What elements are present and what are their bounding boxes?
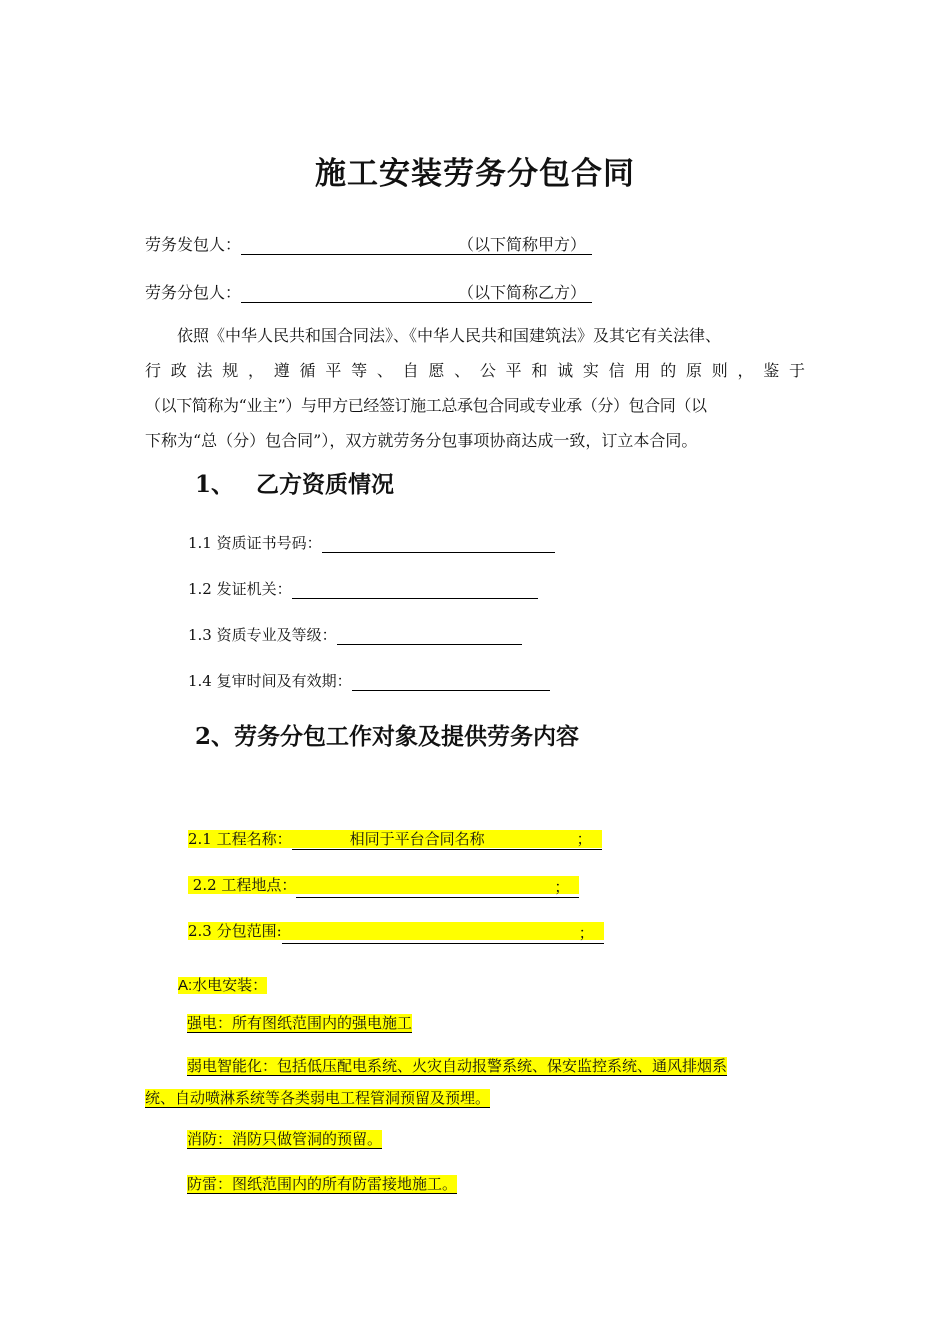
item-label: 工程名称： <box>216 830 292 848</box>
scope-weak-text-1: 弱电智能化：包括低压配电系统、火灾自动报警系统、保安监控系统、通风排烟系 <box>187 1057 728 1075</box>
line-end: ； <box>576 830 592 848</box>
party-a-line <box>145 232 592 255</box>
line-end: ； <box>578 924 594 942</box>
scope-weak-row-2 <box>145 1082 805 1114</box>
highlight-span <box>188 830 602 848</box>
highlight-span <box>188 922 604 940</box>
project-location-line <box>188 874 579 898</box>
project-name-value: 相同于平台合同名称 <box>349 830 485 848</box>
section2-heading: 2、劳务分包工作对象及提供劳务内容 <box>195 723 580 750</box>
line-end: ； <box>554 878 570 896</box>
qualification-item-2 <box>188 578 538 599</box>
subcontract-scope-field[interactable] <box>282 922 604 944</box>
scope-lightning-protection <box>187 1173 457 1194</box>
scope-weak-row-1 <box>145 1050 805 1082</box>
qualification-item-3 <box>188 624 522 645</box>
scope-fire-text: 消防：消防只做管洞的预留。 <box>187 1130 383 1148</box>
intro-line-2: 行政法规，遵循平等、自愿、公平和诚实信用的原则，鉴于 <box>145 361 805 380</box>
item-number: 1.1 <box>188 534 212 552</box>
party-b-note: （以下简称乙方） <box>458 283 592 303</box>
section1-title: 乙方资质情况 <box>256 471 395 498</box>
category-a-text: A:水电安装： <box>178 977 268 994</box>
scope-weak-current <box>145 1050 805 1114</box>
intro-line-1: 依照《中华人民共和国合同法》、《中华人民共和国建筑法》及其它有关法律、 <box>177 326 722 345</box>
party-b-line <box>145 280 592 303</box>
highlight-span <box>188 876 579 894</box>
subcontract-scope-line <box>188 920 604 944</box>
section1-number: 1、 <box>195 471 235 498</box>
party-a-label: 劳务发包人： <box>145 235 242 254</box>
item-blank[interactable] <box>352 674 550 691</box>
scope-weak-text-2: 统、自动喷淋系统等各类弱电工程管洞预留及预埋。 <box>145 1089 491 1107</box>
section1-heading <box>195 466 394 499</box>
project-name-field[interactable] <box>292 828 602 850</box>
item-blank[interactable] <box>322 536 555 553</box>
intro-line-3: （以下简称为“业主”）与甲方已经签订施工总承包合同或专业承（分）包合同（以 <box>145 396 707 415</box>
party-b-blank[interactable] <box>241 285 458 303</box>
item-number: 1.2 <box>188 580 212 598</box>
document-title: 施工安装劳务分包合同 <box>315 156 635 192</box>
item-label: 发证机关： <box>216 580 292 598</box>
scope-lightning-text: 防雷：图纸范围内的所有防雷接地施工。 <box>187 1175 458 1193</box>
scope-strong-current <box>187 1012 412 1033</box>
item-blank[interactable] <box>292 582 538 599</box>
item-number: 1.4 <box>188 672 212 690</box>
item-label: 分包范围: <box>216 922 282 940</box>
party-a-note: （以下简称甲方） <box>458 235 592 255</box>
qualification-item-4 <box>188 670 550 691</box>
scope-fire-protection <box>187 1128 382 1149</box>
scope-strong-text: 强电：所有图纸范围内的强电施工 <box>187 1014 413 1032</box>
category-a-label <box>178 974 267 995</box>
project-location-field[interactable] <box>296 876 579 898</box>
party-a-blank[interactable] <box>241 237 458 255</box>
item-number: 2.1 <box>188 830 212 848</box>
item-label: 工程地点： <box>221 876 297 894</box>
item-number: 2.2 <box>192 876 217 894</box>
item-blank[interactable] <box>337 628 522 645</box>
item-number: 1.3 <box>188 626 212 644</box>
item-label: 资质证书号码： <box>216 534 322 552</box>
item-label: 复审时间及有效期： <box>216 672 352 690</box>
intro-paragraph <box>145 318 805 458</box>
qualification-item-1 <box>188 532 555 553</box>
item-number: 2.3 <box>188 922 212 940</box>
project-name-line <box>188 828 602 850</box>
item-label: 资质专业及等级： <box>216 626 337 644</box>
party-b-label: 劳务分包人： <box>145 283 242 302</box>
intro-line-4: 下称为“总（分）包合同”），双方就劳务分包事项协商达成一致，订立本合同。 <box>145 431 698 450</box>
